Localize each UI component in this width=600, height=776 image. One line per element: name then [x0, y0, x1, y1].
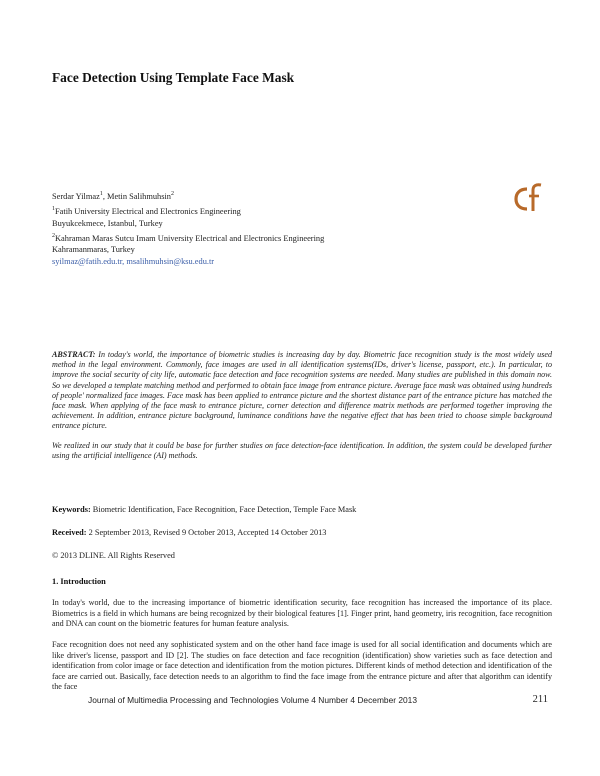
received-line: [52, 528, 326, 537]
introduction-paragraph-2: [52, 640, 552, 693]
author-1-sup: 1: [99, 191, 103, 197]
received-label: Received:: [52, 528, 87, 537]
author-1-name: Serdar Yilmaz: [52, 191, 100, 201]
keywords-text: Biometric Identification, Face Recognition, Face Detection, Temple Face Mask: [92, 505, 357, 514]
footer-journal: Journal of Multimedia Processing and Technologies Volume 4 Number 4 December 2013: [88, 695, 417, 705]
affiliation-1-sup: 1: [52, 205, 55, 212]
affiliation-2-sup: 2: [52, 232, 55, 239]
affiliation-2-location: Kahramanmaras, Turkey: [52, 245, 135, 255]
keywords-line: [52, 505, 356, 514]
keywords-label: Keywords:: [52, 505, 91, 514]
affiliation-1-text: Fatih University Electrical and Electronics Engineering: [55, 206, 241, 216]
author-block: [52, 188, 324, 268]
affiliation-2-text: Kahraman Maras Sutcu Imam University Electrical and Electronics Engineering: [55, 233, 325, 243]
author-names: Serdar Yilmaz$^1$, Metin Salihmuhsin$^2$: [52, 191, 174, 201]
affiliation-1: [52, 203, 324, 218]
abstract-paragraph-1: [52, 350, 552, 432]
affiliation-1-location: Buyukcekmece, Istanbul, Turkey: [52, 218, 163, 228]
abstract-text: In today's world, the importance of biometric studies is increasing day by day. Biometric face recognition study is the most widely used method in the legal environment. Commonly, face images are used in all identification systems(IDs, driver's license, passport, etc.). In particular, to improve the social security of city life, automatic face detection and face recognition systems are needed. Many studies are published in this domain now. So we developed a template matching method and performed to obtain face image from entrance picture. Average face mask was obtained using hundreds of people' normalized face images. Face mask has been applied to entrance picture and the shortest distance part of the entrance picture has matched the face mask. When applying of the face mask to entrance picture, corner detection and difference matrix methods are performed together improving the achievement. In addition, entrance picture background, luminance conditions have the negative effect that has been tried to choose simple background entrance picture.: [52, 350, 553, 431]
author-emails[interactable]: syilmaz@fatih.edu.tr, msalihmuhsin@ksu.edu.tr: [52, 257, 215, 267]
affiliation-2: [52, 230, 324, 245]
footer: [88, 695, 548, 705]
abstract-paragraph-2: We realized in our study that it could be base for further studies on face detection-face identification. In addition, the system could be developed further using the artificial intelligence (AI) methods.: [52, 440, 552, 460]
section-heading-introduction: 1. Introduction: [52, 577, 106, 586]
introduction-paragraph-1: In today's world, due to the increasing importance of biometric identification security, face recognition has increased the importance of its place. Biometrics is a field in which humans are being recognized by their biological features [1]. Finger print, hand geometry, iris recognition, face recognition and DNA can count on the biometric features for human feature analysis.: [52, 598, 552, 629]
paper-title: Face Detection Using Template Face Mask: [52, 70, 295, 85]
abstract-label: ABSTRACT:: [52, 350, 96, 359]
author-2-sup: 2: [171, 191, 174, 197]
received-text: 2 September 2013, Revised 9 October 2013, Accepted 14 October 2013: [88, 528, 327, 537]
author-2-name: Metin Salihmuhsin: [107, 191, 171, 201]
copyright-line: © 2013 DLINE. All Rights Reserved: [52, 551, 175, 560]
cf-journal-logo-icon: [511, 181, 545, 215]
introduction-paragraph-2-text: Face recognition does not need any sophisticated system and on the other hand face image is used for all social identification and documents which are like driver's license, passport and ID [2]. The studies on face detection and face recognition (identification) show varieties such as face detection and identification from color image or face detection and identification from the motion pictures. Different kinds of method detection and identification of the face are carried out. Basically, face detection needs to an algorithm to find the face image from the entrance picture and after that algorithm can identify the face: [52, 640, 552, 692]
abstract: [52, 350, 552, 470]
page-number: 211: [532, 694, 548, 705]
